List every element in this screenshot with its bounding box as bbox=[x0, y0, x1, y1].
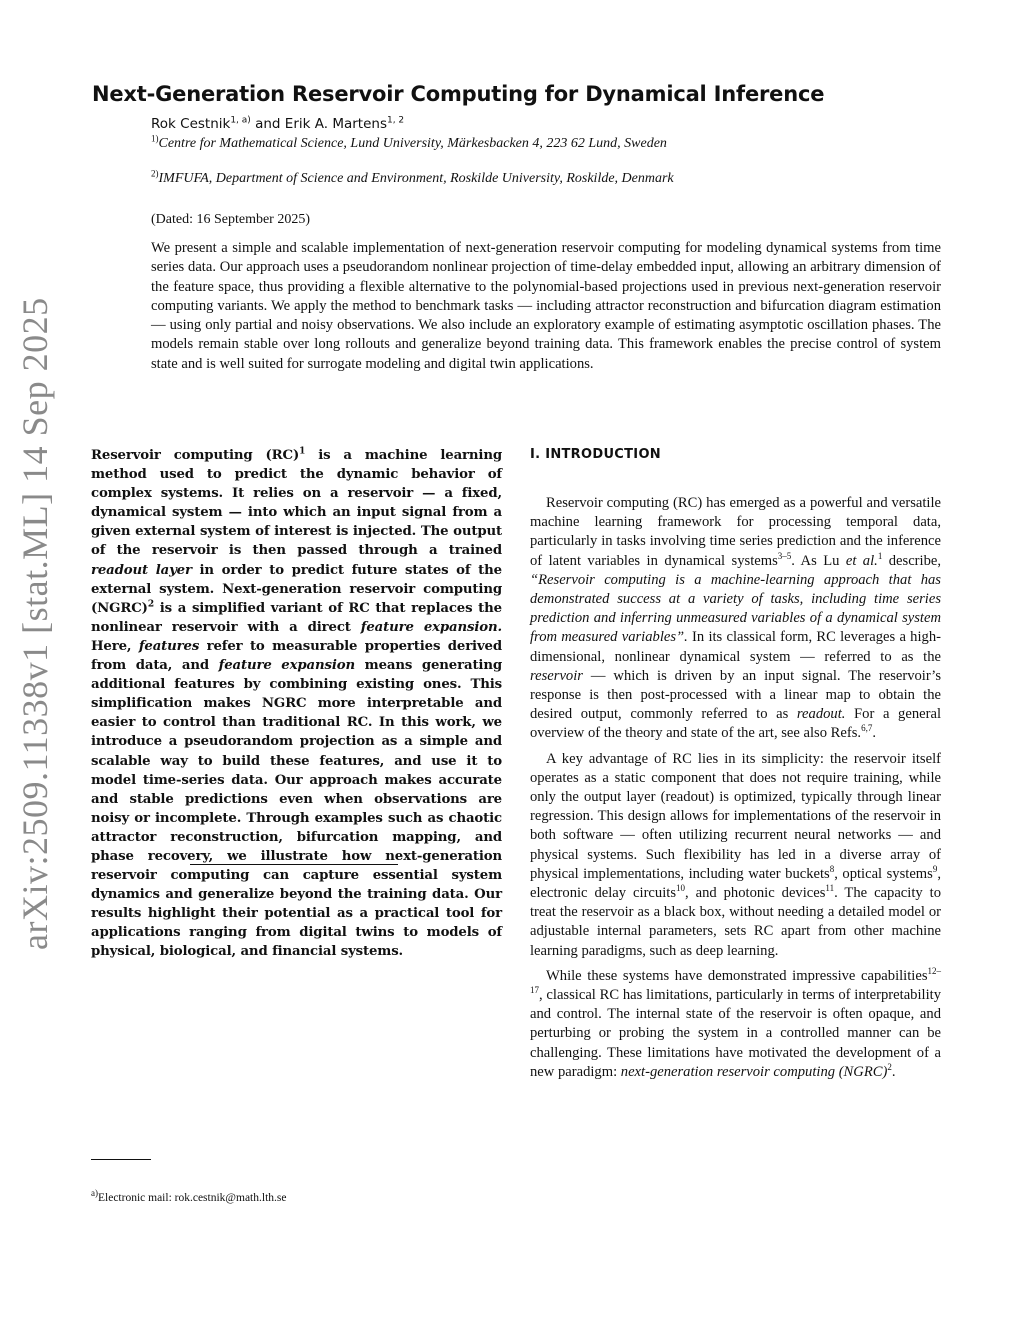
body-text: , classical RC has limitations, particularly in terms of interpretability and control. The internal state of the reservoir is often opaque, and perturbing or probing the system in a controlled manner can be challenging. These limitations have motivated the development of a new paradigm: bbox=[530, 987, 941, 1080]
date-line: (Dated: 16 September 2025) bbox=[151, 212, 311, 227]
summary-text: is a machine learning method used to predict the dynamic behavior of complex systems. It relies on a reservoir — a fixed, dynamical system — into which an input signal from a given external system of interest is injected. The output of the reservoir is then passed through a trained bbox=[91, 448, 502, 559]
affiliation-marker: 2) bbox=[151, 168, 159, 179]
reference-marker: 1 bbox=[877, 550, 883, 561]
body-emphasis: et al. bbox=[845, 552, 878, 569]
summary-text: Here, bbox=[91, 638, 139, 654]
body-emphasis: next-generation reservoir computing (NGRC) bbox=[620, 1063, 888, 1080]
body-text: For a general overview of the theory and state of the art, see also Refs. bbox=[530, 706, 941, 742]
summary-text: refer to measurable properties derived from data, and bbox=[91, 638, 502, 674]
reference-marker: 2 bbox=[887, 1062, 892, 1073]
body-text: A key advantage of RC lies in its simplicity: the reservoir itself operates as a static component that does not require training, while only the output layer (readout) is optimized, typically through linear regression. This design allows for implementations of the reservoir in both software — often utilizing recurrent neural networks — and physical systems. Such flexibility has led in a diverse array of physical implementations, including water buckets bbox=[530, 750, 941, 882]
body-text: , and photonic devices bbox=[685, 885, 826, 902]
body-text: Reservoir computing (RC) has emerged as a powerful and versatile machine learning framework for processing temporal data, particularly in tasks involving time series prediction and the inference of latent variables in dynamical systems bbox=[530, 495, 941, 569]
reference-marker: 1 bbox=[299, 446, 306, 457]
summary-emphasis: features bbox=[138, 638, 200, 654]
summary-emphasis: feature expansion. bbox=[360, 619, 502, 635]
quotation: “Reservoir computing is a machine-learning approach that has demonstrated success at a variety of tasks, including time series prediction and inferring unmeasured variables of a dynamical system from measured variables”. bbox=[530, 571, 941, 646]
reference-marker: 10 bbox=[676, 883, 685, 894]
section-heading-introduction: I. INTRODUCTION bbox=[530, 447, 661, 462]
intro-paragraph-3 bbox=[530, 967, 941, 1082]
arxiv-sidebar-stamp: arXiv:2509.11338v1 [stat.ML] 14 Sep 2025 bbox=[15, 297, 55, 950]
body-text: . As Lu bbox=[791, 552, 846, 569]
reference-marker: 11 bbox=[825, 883, 835, 894]
introduction-body bbox=[530, 494, 941, 1088]
footnote bbox=[91, 1188, 287, 1204]
body-emphasis: reservoir bbox=[530, 667, 583, 684]
author-conjunction: and bbox=[250, 116, 285, 132]
body-text: , optical systems bbox=[834, 865, 933, 882]
reference-marker: 9 bbox=[932, 864, 938, 874]
body-text: — which is driven by an input signal. The reservoir’s response is then post-processed with a linear map to obtain the desired output, commonly referred to as bbox=[530, 667, 941, 723]
footnote-marker: a) bbox=[91, 1188, 98, 1199]
paper-title: Next-Generation Reservoir Computing for Dynamical Inference bbox=[92, 82, 825, 106]
summary-text: in order to predict future states of the external system. Next-generation reservoir computing (NGRC) bbox=[91, 562, 502, 616]
reference-marker: 8 bbox=[829, 864, 835, 874]
affiliation-text: Centre for Mathematical Science, Lund University, Märkesbacken 4, 223 62 Lund, Sweden bbox=[158, 136, 667, 151]
footnote-divider bbox=[91, 1159, 151, 1160]
reference-marker: 2 bbox=[147, 599, 154, 610]
intro-paragraph-1 bbox=[530, 494, 941, 744]
abstract: We present a simple and scalable implementation of next-generation reservoir computing for modeling dynamical systems from time series data. Our approach uses a pseudorandom nonlinear projection of time-delay embedded input, allowing an arbitrary dimension of the feature space, thus providing a flexible alternative to the polynomial-based projections used in previous next-generation reservoir computing variants. We apply the method to benchmark tasks — including attractor reconstruction and bifurcation diagram estimation — using only partial and noisy observations. We also include an exploratory example of estimating asymptotic oscillation phases. The models remain stable over long rollouts and generalize beyond training data. This framework enables the precise control of system state and is well suited for surrogate modeling and digital twin applications. bbox=[151, 240, 941, 372]
affiliation-1 bbox=[151, 135, 751, 153]
summary-divider bbox=[190, 864, 398, 865]
summary-emphasis: feature expansion bbox=[218, 658, 356, 674]
affiliation-2 bbox=[151, 170, 751, 188]
lay-summary bbox=[91, 446, 502, 962]
intro-paragraph-2 bbox=[530, 750, 941, 961]
summary-text: means generating additional features by combining existing ones. This simplification makes NGRC more interpretable and easier to control than traditional RC. In this work, we introduce a pseudorandom projection as a simple and scalable way to build these features, and use it to model time-series data. Our approach makes accurate and stable predictions even when observations are noisy or incomplete. Through examples such as chaotic attractor reconstruction, bifurcation mapping, and phase recovery, we illustrate how next-generation reservoir computing can capture essential system dynamics and generalize beyond the training data. Our results highlight their potential as a practical tool for applications ranging from digital twins to models of physical, biological, and financial systems. bbox=[91, 658, 502, 960]
body-text: While these systems have demonstrated impressive capabilities bbox=[546, 967, 928, 984]
body-text: . bbox=[872, 725, 876, 742]
affiliation-marker: 1, a) bbox=[230, 115, 251, 126]
reference-marker: 3–5 bbox=[777, 550, 792, 561]
reference-marker: 12–17 bbox=[530, 966, 941, 996]
reference-marker: 6,7 bbox=[861, 723, 873, 734]
author-name: Rok Cestnik bbox=[151, 116, 231, 132]
body-text: , electronic delay circuits bbox=[530, 865, 941, 902]
summary-text: is a simplified variant of RC that replaces the nonlinear reservoir with a direct bbox=[91, 600, 502, 635]
body-emphasis: readout. bbox=[796, 706, 846, 723]
footnote-email[interactable]: Electronic mail: rok.cestnik@math.lth.se bbox=[98, 1192, 287, 1204]
affiliation-marker: 1) bbox=[151, 133, 159, 144]
summary-emphasis: readout layer bbox=[91, 562, 192, 578]
body-text: . bbox=[891, 1063, 896, 1080]
author-line bbox=[151, 116, 404, 132]
body-text: In its classical form, RC leverages a high-dimensional, nonlinear dynamical system — referred to as the bbox=[530, 629, 941, 665]
author-name: Erik A. Martens bbox=[284, 116, 387, 132]
body-text: describe, bbox=[882, 552, 942, 569]
affiliation-text: IMFUFA, Department of Science and Environment, Roskilde University, Roskilde, Denmark bbox=[158, 171, 674, 186]
summary-text: Reservoir computing (RC) bbox=[91, 448, 300, 463]
affiliation-marker: 1, 2 bbox=[386, 115, 405, 126]
body-text: . The capacity to treat the reservoir as a black box, without needing a detailed model or adjustable internal parameters, sets RC apart from other machine learning paradigms, such as deep learning. bbox=[530, 885, 941, 959]
